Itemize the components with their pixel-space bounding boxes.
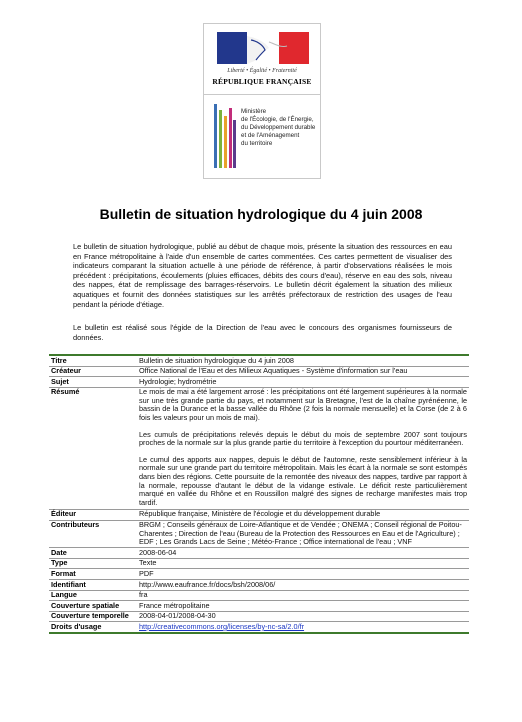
field-label: Créateur — [49, 366, 137, 377]
field-label: Couverture spatiale — [49, 601, 137, 612]
ministry-name: Ministère de l'Écologie, de l'Énergie, du Développement durable et de l'Aménagement du territoire — [241, 108, 316, 147]
table-row — [49, 558, 469, 569]
field-label: Langue — [49, 590, 137, 601]
field-value: fra — [137, 590, 469, 601]
resume-paragraph: Le mois de mai a été largement arrosé : les précipitations ont été largement supérieures à la normale sur une très grande partie du pays, et notamment sur la Bretagne, l'est de la chaîne pyrénéenne, le bassin de la Durance et la basse vallée du Rhône (2 fois la normale mensuelle) et la Corse (de 2 à 6 fois les valeurs pour un mois de mai). — [139, 387, 467, 423]
table-row — [49, 520, 469, 548]
table-row — [49, 590, 469, 601]
field-label: Droits d'usage — [49, 622, 137, 633]
ministry-logo — [203, 23, 321, 179]
table-row — [49, 569, 469, 580]
resume-paragraph: Les cumuls de précipitations relevés depuis le début du mois de septembre 2007 sont toujours proches de la normale sur la plus grande partie du territoire à l'exception du pourtour méditerranéen. — [139, 429, 467, 448]
document-title: Bulletin de situation hydrologique du 4 juin 2008 — [99, 206, 423, 222]
table-row — [49, 355, 469, 366]
field-value: Office National de l'Eau et des Milieux Aquatiques - Système d'information sur l'eau — [137, 366, 469, 377]
table-row — [49, 387, 469, 509]
republic-name: RÉPUBLIQUE FRANÇAISE — [212, 77, 312, 86]
field-value: Bulletin de situation hydrologique du 4 juin 2008 — [137, 355, 469, 366]
field-label: Identifiant — [49, 580, 137, 591]
table-row — [49, 601, 469, 612]
ministry-bars-icon — [214, 104, 236, 168]
table-row — [49, 377, 469, 388]
table-row — [49, 366, 469, 377]
field-value: Texte — [137, 558, 469, 569]
table-row — [49, 509, 469, 520]
field-value — [137, 622, 469, 633]
field-label: Format — [49, 569, 137, 580]
field-label: Résumé — [49, 387, 137, 509]
field-label: Éditeur — [49, 509, 137, 520]
field-label: Type — [49, 558, 137, 569]
field-label: Sujet — [49, 377, 137, 388]
field-value: http://www.eaufrance.fr/docs/bsh/2008/06/ — [137, 580, 469, 591]
field-value: PDF — [137, 569, 469, 580]
field-value: 2008-04-01/2008-04-30 — [137, 611, 469, 622]
field-label: Titre — [49, 355, 137, 366]
field-label: Contributeurs — [49, 520, 137, 548]
field-value: République française, Ministère de l'écologie et du développement durable — [137, 509, 469, 520]
marianne-flag-icon — [217, 32, 309, 64]
table-row — [49, 548, 469, 559]
field-value: Hydrologie; hydrométrie — [137, 377, 469, 388]
intro-paragraph: Le bulletin de situation hydrologique, publié au début de chaque mois, présente la situation des ressources en eau en France métropolitaine à l'aide d'un ensemble de cartes commentées. Ces cartes permettent de visualiser des indicateurs comparant la situation actuelle à une période de référence, à partir d'observations réalisées le mois précédent : précipitations, écoulements (pluies efficaces, débits des cours d'eau), réserve en eau des sols, niveau des nappes, état de remplissage des barrages-réservoirs. Le bulletin décrit également la situation des milieux aquatiques et fournit des données statistiques sur les arrêtés préfectoraux de restriction des usages de l'eau pendant la période d'étiage. — [73, 242, 452, 309]
license-link[interactable]: http://creativecommons.org/licenses/by-nc-sa/2.0/fr — [139, 621, 305, 631]
field-value: BRGM ; Conseils généraux de Loire-Atlantique et de Vendée ; ONEMA ; Conseil régional de Poitou-Charentes ; Direction de l'eau (Bureau de la Protection des Ressources en Eau et de l'Agriculture) ; EDF ; Les Grands Lacs de Seine ; Météo-France ; Office international de l'eau ; VNF — [137, 520, 469, 548]
republic-motto: Liberté • Égalité • Fraternité — [227, 68, 297, 74]
field-value: 2008-06-04 — [137, 548, 469, 559]
resume-value — [137, 387, 469, 509]
table-row — [49, 622, 469, 633]
field-label: Date — [49, 548, 137, 559]
metadata-table — [49, 354, 469, 634]
field-label: Couverture temporelle — [49, 611, 137, 622]
table-row — [49, 611, 469, 622]
resume-paragraph: Le cumul des apports aux nappes, depuis le début de l'automne, reste sensiblement inférieur à la normale sur une grande part du territoire métropolitain. Mais les écart à la normale se sont estompés dans bien des régions. Cette poursuite de la remontée des niveaux des nappes, tardive par rapport à la normale, repousse d'autant le début de la vidange estivale. Le déficit reste particulièrement marqué en vallée du Rhône et en Roussillon malgré des signes de recharge manifestes mais trop tardif. — [139, 454, 467, 507]
field-value: France métropolitaine — [137, 601, 469, 612]
table-row — [49, 580, 469, 591]
intro-paragraph: Le bulletin est réalisé sous l'égide de la Direction de l'eau avec le concours des organismes fournisseurs de données. — [73, 323, 452, 342]
republique-francaise-block — [204, 24, 320, 95]
